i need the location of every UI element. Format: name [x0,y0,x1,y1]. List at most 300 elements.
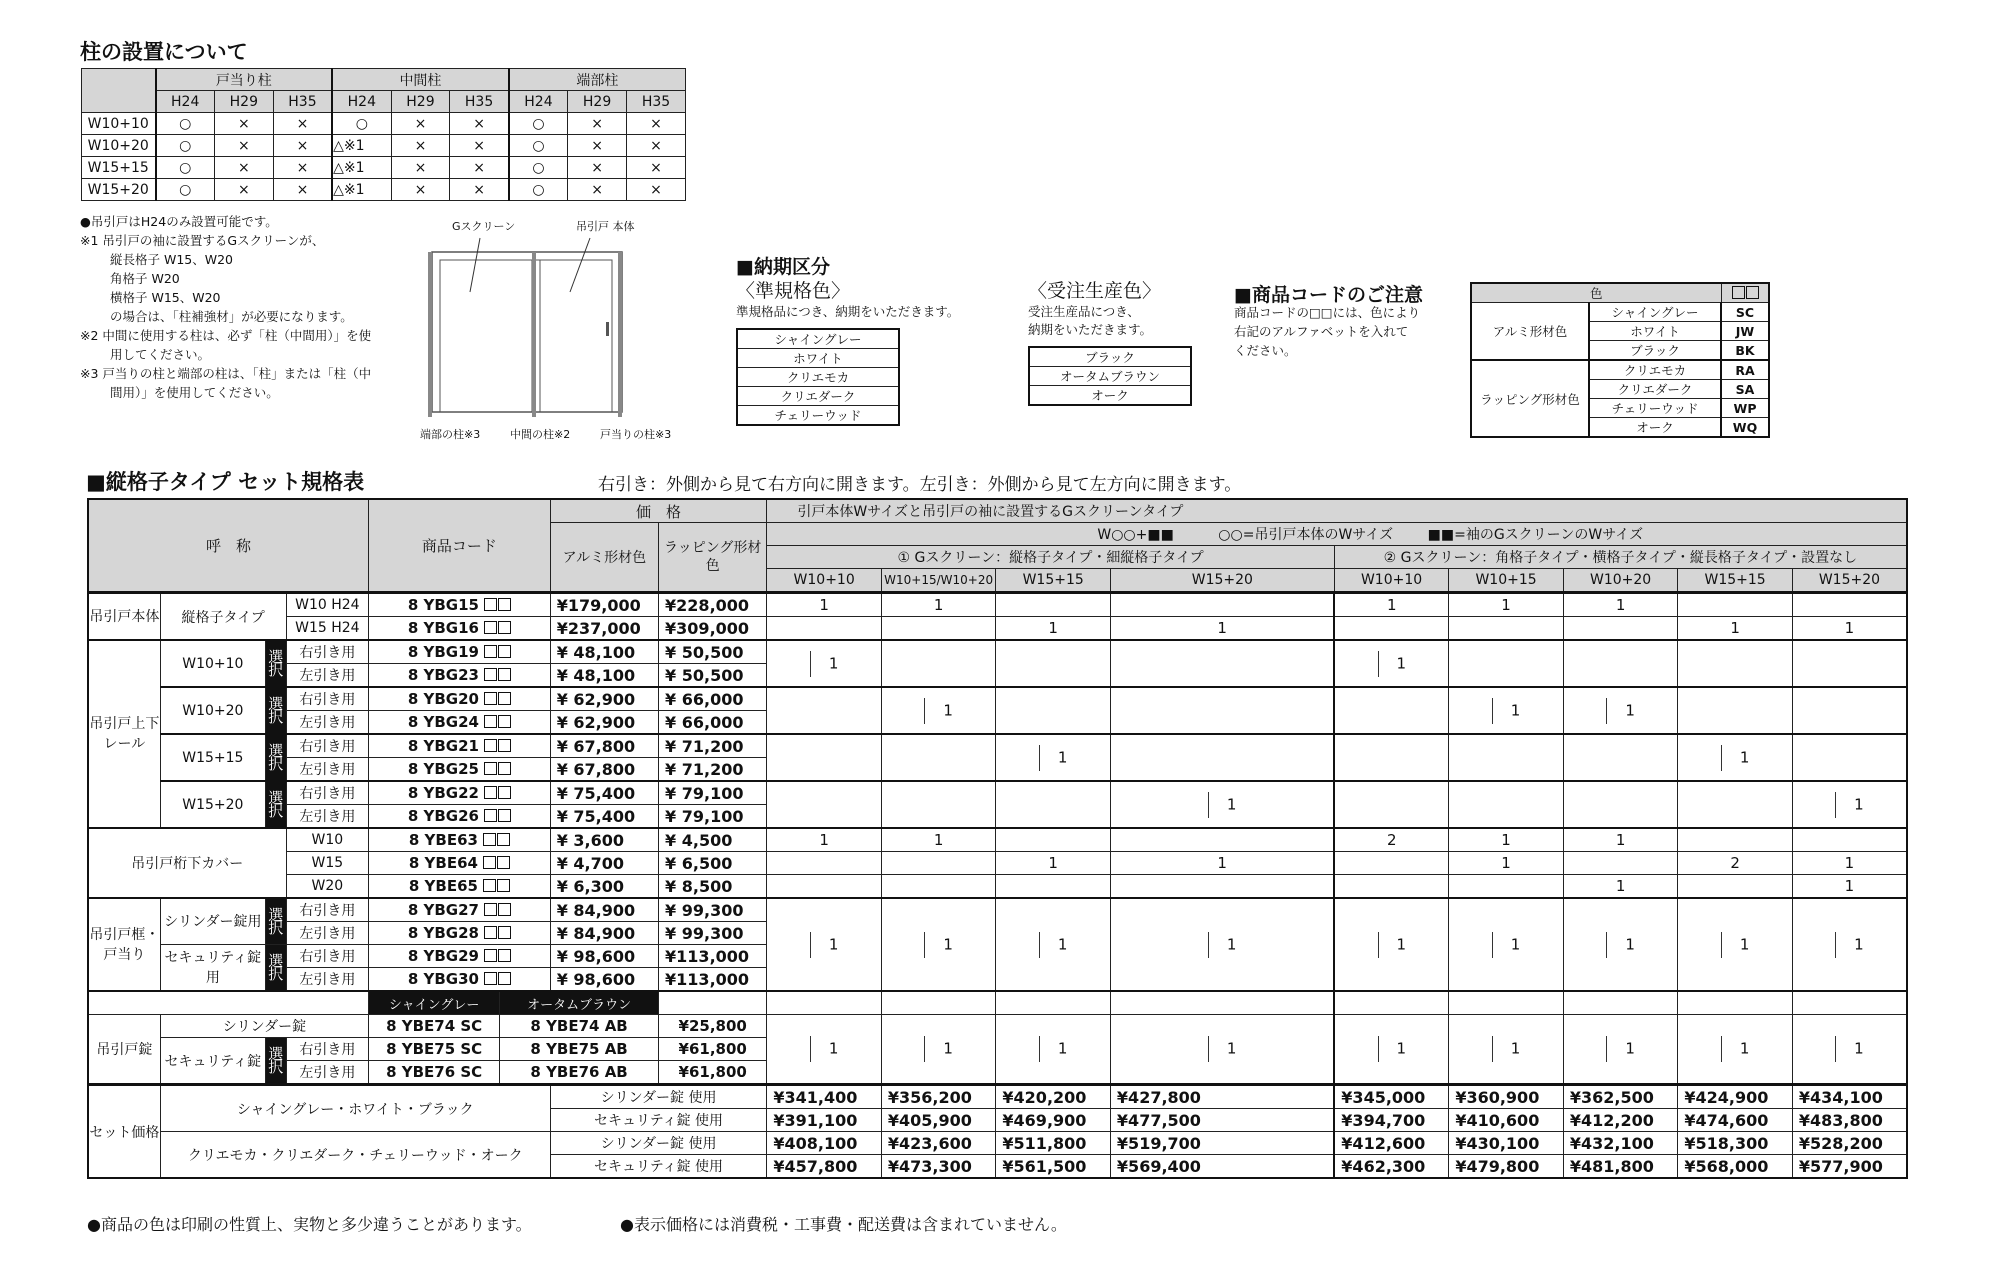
qty-cell [1792,852,1907,875]
size-col-header: W10+15 [1449,569,1564,593]
qty-cell [1449,991,1564,1015]
qty-cell [1334,640,1449,687]
qty-cell [881,898,996,991]
color-placeholder [483,666,511,684]
pillar-cell: ○ [156,113,215,135]
qty-cell [1563,875,1678,899]
qty-value: 1 [1615,831,1626,849]
brace-icon [810,651,819,677]
pillar-row-label: W15+15 [82,157,156,179]
set-price: ¥420,200 [996,1085,1111,1109]
order-color: オーク [1029,386,1191,406]
qty-cell [1110,828,1334,852]
set-price: ¥356,200 [881,1085,996,1109]
color-group-name: ラッピング形材色 [1471,360,1589,437]
product-code: 8 YBE74 AB [500,1015,659,1038]
set-price: ¥481,800 [1563,1155,1678,1179]
qty-cell [996,828,1111,852]
qty-cell [767,687,882,734]
standard-note: 準規格品につき、納期をいただきます。 [736,304,960,319]
product-code [369,734,551,758]
direction-label: 右引き用 [286,1038,369,1061]
qty-cell [1334,852,1449,875]
row-size-label: W10+20 [160,687,265,734]
pillar-cell: × [627,157,686,179]
size-col-header: W15+20 [1792,569,1907,593]
set-price: ¥412,600 [1334,1132,1449,1155]
set-price: ¥569,400 [1110,1155,1334,1179]
qty-value: 1 [1510,1039,1521,1058]
color-header: 色 [1471,283,1721,303]
pillar-cell: × [568,135,627,157]
standard-color: チェリーウッド [737,406,899,426]
col-code-header: 商品コード [369,499,551,593]
qty-value: 1 [828,1039,839,1058]
qty-cell [1792,617,1907,641]
qty-cell [1563,828,1678,852]
qty-cell [881,617,996,641]
set-price: ¥423,600 [881,1132,996,1155]
set-price: ¥341,400 [767,1085,882,1109]
qty-cell [1678,593,1793,617]
qty-cell [881,875,996,899]
qty-cell [1678,875,1793,899]
set-price: ¥568,000 [1678,1155,1793,1179]
brace-icon [1378,651,1387,677]
set-color-label: シャイングレー・ホワイト・ブラック [160,1085,550,1132]
color-placeholder [483,737,511,755]
color-name: シャイングレー [1589,303,1721,322]
qty-value: 1 [1048,854,1058,872]
color-code: JW [1721,322,1769,341]
product-code [369,898,551,922]
qty-value: 1 [1217,854,1227,872]
table-row [88,781,1907,805]
qty-value: 1 [1854,935,1864,953]
pillar-title: 柱の設置について [80,40,248,64]
qty-cell [1334,617,1449,641]
pillar-table [81,68,686,201]
product-code [369,640,551,664]
pillar-group: 端部柱 [509,69,686,91]
set-price: ¥462,300 [1334,1155,1449,1179]
set-price: ¥511,800 [996,1132,1111,1155]
qty-cell [1110,734,1334,781]
note-line: 用してください。 [110,347,211,362]
pillar-cell: × [273,179,332,201]
pillar-cell: × [391,135,450,157]
direction-label: 右引き用 [286,640,369,664]
qty-value: 1 [1844,877,1855,895]
set-price: ¥469,900 [996,1109,1111,1132]
qty-value: 1 [1854,795,1864,813]
pillar-row [82,135,686,157]
qty-cell [1449,828,1564,852]
set-price: ¥394,700 [1334,1109,1449,1132]
product-code-text: 8 YBG21 [407,737,479,755]
qty-cell [1110,687,1334,734]
brace-icon [1492,932,1501,958]
select-marker: 選 択 [265,781,286,828]
row-type-label: シリンダー錠用 [160,898,265,945]
brace-icon [1208,932,1217,958]
col-name-header: 呼 称 [88,499,369,593]
pillar-row [82,157,686,179]
qty-cell [1449,898,1564,991]
price-cell: ¥ 66,000 [659,711,767,735]
set-price: ¥345,000 [1334,1085,1449,1109]
color-name: ブラック [1589,341,1721,361]
pillar-row [82,113,686,135]
table-row [88,828,1907,852]
qty-cell [1110,852,1334,875]
product-code [369,711,551,735]
product-code-text: 8 YBG25 [407,760,479,778]
qty-value: 1 [1625,1039,1635,1058]
pillar-height: H35 [450,91,509,113]
pillar-cell: × [450,179,509,201]
price-cell: ¥ 48,100 [550,664,658,688]
price-cell: ¥ 8,500 [659,875,767,899]
qty-cell [767,852,882,875]
product-code: 8 YBE75 SC [369,1038,500,1061]
qty-cell [767,734,882,781]
qty-value: 1 [1844,619,1855,637]
standard-color: シャイングレー [737,329,899,349]
color-code: SA [1721,380,1769,399]
price-cell: ¥ 71,200 [659,734,767,758]
code-note-text [1234,303,1420,360]
pillar-cell: × [273,135,332,157]
formula: W○○+■■ [1097,527,1174,543]
note-line: の場合は、「柱補強材」が必要になります。 [110,309,353,324]
qty-cell [996,617,1111,641]
qty-cell [996,898,1111,991]
qty-cell [1449,1015,1564,1085]
set-price: ¥474,600 [1678,1109,1793,1132]
order-note-2: 納期をいただきます。 [1028,322,1153,337]
direction-label: 左引き用 [286,711,369,735]
pillar-notes [80,212,420,402]
formula-b: ■■=袖のGスクリーンのWサイズ [1427,527,1644,543]
pillar-cell: × [214,157,273,179]
color-placeholder [483,596,511,614]
set-lock-label: セキュリティ錠 使用 [550,1109,767,1132]
formula-header [767,523,1907,546]
price-cell: ¥ 3,600 [550,828,658,852]
qty-cell [1563,781,1678,828]
pillar-cell: ○ [509,157,568,179]
qty-cell [1334,875,1449,899]
direction-label: 右引き用 [286,898,369,922]
note-line: ●吊引戸はH24のみ設置可能です。 [80,214,278,229]
price-cell: ¥61,800 [659,1038,767,1061]
table-row [88,1085,1907,1109]
qty-cell [1110,991,1334,1015]
product-code [369,968,551,992]
set-price: ¥457,800 [767,1155,882,1179]
order-title: 〈受注生産色〉 [1028,280,1162,302]
table-row [88,687,1907,711]
pillar-cell: × [214,179,273,201]
qty-cell [881,593,996,617]
pillar-cell: △※1 [332,157,391,179]
delivery-title: ■納期区分 [736,256,830,278]
standard-color-list [736,328,900,426]
product-code [369,758,551,782]
color-placeholder [482,854,510,872]
table-row [88,1132,1907,1155]
qty-value: 1 [1057,748,1068,766]
qty-cell [996,991,1111,1015]
row-size-label: W15+15 [160,734,265,781]
qty-cell [1334,593,1449,617]
direction-label: 左引き用 [286,968,369,992]
code-header [1721,283,1769,303]
set-color-label: クリエモカ・クリエダーク・チェリーウッド・オーク [160,1132,550,1179]
qty-cell [767,991,882,1015]
qty-cell [1792,1015,1907,1085]
product-code-text: 8 YBG24 [407,713,479,731]
set-price: ¥483,800 [1792,1109,1907,1132]
table-row [88,991,1907,1015]
qty-cell [767,828,882,852]
product-code: 8 YBE76 AB [500,1061,659,1085]
pillar-height: H29 [391,91,450,113]
price-cell: ¥ 4,700 [550,852,658,875]
combo-header: 引戸本体Wサイズと吊引戸の袖に設置するGスクリーンタイプ [767,499,1907,523]
qty-value: 1 [1396,935,1407,953]
row-size-label: W10 [286,828,369,852]
qty-cell [1449,640,1564,687]
price-cell: ¥ 84,900 [550,922,658,945]
qty-value: 1 [933,596,944,614]
qty-value: 1 [1226,935,1237,953]
pillar-cell: × [391,113,450,135]
color-placeholder [483,807,511,825]
group2-header: ② Gスクリーン：角格子タイプ・横格子タイプ・縦長格子タイプ・設置なし [1334,546,1907,569]
color-placeholder [483,690,511,708]
lock-color-header: オータムブラウン [500,991,659,1015]
qty-cell [996,781,1111,828]
order-color: ブラック [1029,347,1191,367]
qty-cell [996,734,1111,781]
select-marker: 選 択 [265,1038,286,1085]
qty-cell [1678,828,1793,852]
qty-cell [1678,734,1793,781]
price-cell: ¥113,000 [659,968,767,992]
qty-cell [767,898,882,991]
set-price: ¥424,900 [1678,1085,1793,1109]
set-price: ¥519,700 [1110,1132,1334,1155]
color-placeholder [482,831,510,849]
direction-label: 右引き用 [286,687,369,711]
set-lock-label: セキュリティ錠 使用 [550,1155,767,1179]
qty-cell [1334,991,1449,1015]
qty-cell [1792,991,1907,1015]
qty-cell [1678,1015,1793,1085]
price-cell: ¥237,000 [550,617,658,641]
pillar-cell: × [568,113,627,135]
table-row [88,593,1907,617]
order-color: オータムブラウン [1029,367,1191,386]
color-placeholder [483,947,511,965]
qty-cell [1563,617,1678,641]
qty-cell [1678,991,1793,1015]
price-cell: ¥ 99,300 [659,898,767,922]
pillar-cell: × [627,135,686,157]
product-code-text: 8 YBG19 [407,643,479,661]
qty-cell [767,1015,882,1085]
set-price: ¥473,300 [881,1155,996,1179]
product-code [369,781,551,805]
qty-value: 2 [1730,854,1740,872]
pillar-row-label: W10+10 [82,113,156,135]
qty-cell [1334,898,1449,991]
direction-label: 左引き用 [286,1061,369,1085]
qty-cell [1792,640,1907,687]
product-code [369,945,551,968]
table-row [88,617,1907,641]
pillar-cell: △※1 [332,179,391,201]
set-price: ¥412,200 [1563,1109,1678,1132]
qty-value: 1 [1854,1039,1864,1058]
price-cell: ¥ 84,900 [550,898,658,922]
set-price: ¥432,100 [1563,1132,1678,1155]
table-row [88,875,1907,899]
brace-icon [1721,745,1730,771]
qty-cell [1678,617,1793,641]
product-code-text: 8 YBG23 [407,666,479,684]
pillar-cell: × [450,113,509,135]
qty-cell [1792,593,1907,617]
color-placeholder [483,970,511,988]
qty-cell [996,875,1111,899]
qty-cell [1563,640,1678,687]
qty-cell [881,687,996,734]
price-cell: ¥ 4,500 [659,828,767,852]
color-name: クリエモカ [1589,360,1721,380]
qty-value: 1 [943,701,953,719]
note-line: 縦長格子 W15、W20 [110,252,234,267]
pillar-group: 戸当り柱 [156,69,333,91]
pillar-cell: ○ [156,157,215,179]
select-marker: 選 択 [265,898,286,945]
product-code-text: 8 YBG22 [407,784,479,802]
brace-icon [1721,1036,1730,1062]
group1-header: ① Gスクリーン：縦格子タイプ・細縦格子タイプ [767,546,1334,569]
pillar-cell: ○ [156,135,215,157]
pillar-height: H29 [568,91,627,113]
qty-value: 1 [1739,935,1750,953]
qty-cell [1563,1015,1678,1085]
qty-cell [1449,617,1564,641]
set-price: ¥434,100 [1792,1085,1907,1109]
qty-cell [1563,687,1678,734]
footer-note-right: ●表示価格には消費税・工事費・配送費は含まれていません。 [620,1215,1067,1234]
row-size-label: W15 H24 [286,617,369,641]
color-code-table [1470,282,1770,438]
pillar-cell: × [391,157,450,179]
standard-title: 〈準規格色〉 [736,280,851,302]
product-code: 8 YBE75 AB [500,1038,659,1061]
qty-value: 1 [1625,935,1635,953]
pillar-height: H35 [273,91,332,113]
size-col-header: W15+15 [1678,569,1793,593]
spec-table [87,498,1908,1179]
price-cell: ¥ 99,300 [659,922,767,945]
select-marker: 選 択 [265,687,286,734]
set-price: ¥528,200 [1792,1132,1907,1155]
row-group-label: 吊引戸錠 [88,1015,160,1085]
row-group-label: 吊引戸上下レール [88,640,160,828]
qty-cell [1792,781,1907,828]
brace-icon [1039,1036,1048,1062]
direction-label: 左引き用 [286,758,369,782]
color-code-row [1471,360,1769,380]
qty-cell [1110,617,1334,641]
qty-value: 1 [1730,619,1740,637]
product-code-text: 8 YBG20 [407,690,479,708]
product-code [369,828,551,852]
lock-color-header: シャイングレー [369,991,500,1015]
product-code [369,664,551,688]
pillar-cell: ○ [509,135,568,157]
qty-cell [996,640,1111,687]
product-code-text: 8 YBE64 [408,854,478,872]
code-note-title: ■商品コードのご注意 [1234,284,1423,306]
row-size-label: W15+20 [160,781,265,828]
color-name: チェリーウッド [1589,399,1721,418]
color-placeholder [483,901,511,919]
product-code [369,852,551,875]
size-col-header: W10+10 [767,569,882,593]
pillar-cell: ○ [156,179,215,201]
row-size-label: W10 H24 [286,593,369,617]
color-placeholder [483,924,511,942]
diagram-label-body: 吊引戸 本体 [576,220,635,233]
color-name: ホワイト [1589,322,1721,341]
direction-label: 右引き用 [286,781,369,805]
qty-cell [767,640,882,687]
price-cell: ¥179,000 [550,593,658,617]
qty-cell [767,593,882,617]
standard-color: クリエモカ [737,368,899,387]
note-line: 横格子 W15、W20 [110,290,221,305]
qty-cell [1334,734,1449,781]
qty-cell [1678,898,1793,991]
code-note-line: ください。 [1234,343,1297,358]
qty-cell [1792,828,1907,852]
qty-value: 1 [1217,619,1227,637]
qty-cell [1334,1015,1449,1085]
qty-value: 1 [933,831,944,849]
qty-cell [1110,781,1334,828]
price-cell: ¥ 98,600 [550,945,658,968]
table-row [88,734,1907,758]
pillar-cell: × [273,113,332,135]
price-cell: ¥ 66,000 [659,687,767,711]
qty-value: 1 [1057,935,1068,953]
price-cell: ¥228,000 [659,593,767,617]
set-price: ¥430,100 [1449,1132,1564,1155]
qty-cell [1110,898,1334,991]
qty-value: 1 [1844,854,1855,872]
brace-icon [1835,1036,1844,1062]
qty-cell [881,828,996,852]
qty-value: 2 [1387,831,1397,849]
size-col-header: W10+10 [1334,569,1449,593]
